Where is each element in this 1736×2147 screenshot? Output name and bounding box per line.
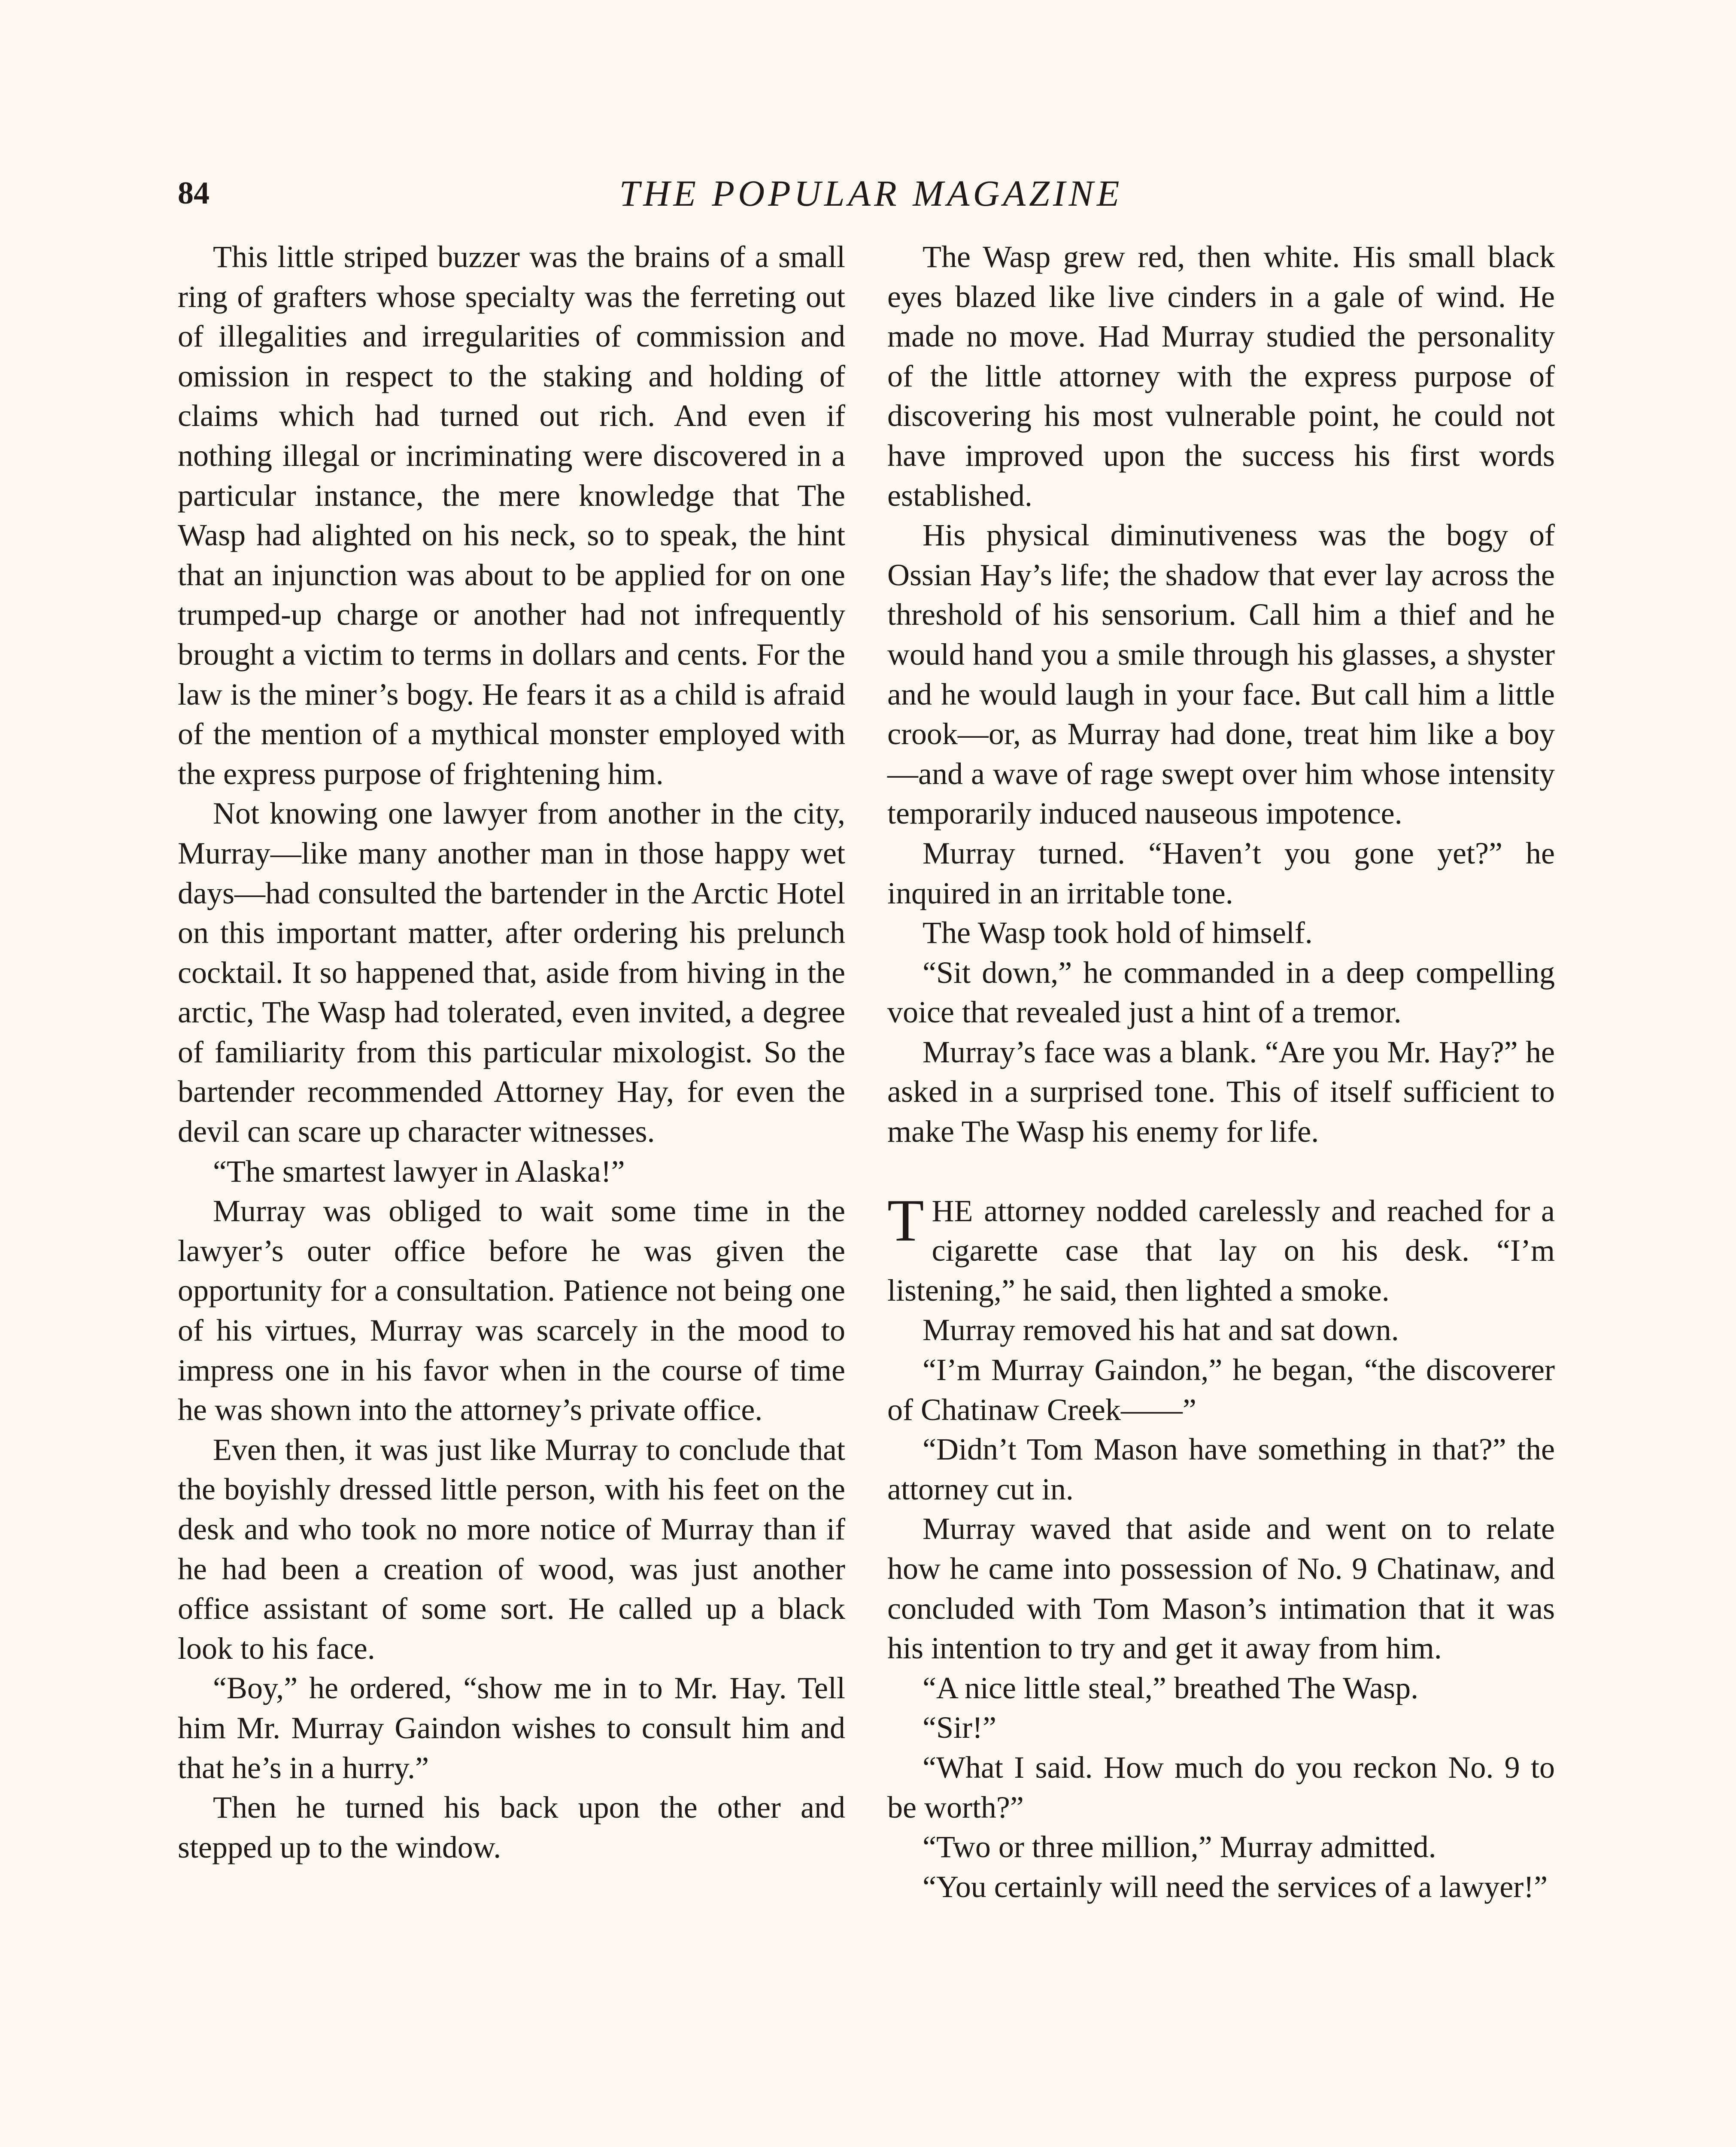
paragraph: “Didn’t Tom Mason have something in that?” the attorney cut in. [887,1432,1555,1506]
page-header [178,163,1564,223]
drop-cap: T [887,1187,924,1254]
paragraph: The Wasp grew red, then white. His small black eyes blazed like live cinders in a gale of wind. He made no move. Had Murray studied the personality of the little attorney with the express purpose of discovering his most vulnerable point, he could not have improved upon the success his first words established. [887,240,1555,513]
paragraph: “Boy,” he ordered, “show me in to Mr. Hay. Tell him Mr. Murray Gaindon wishes to consult him and that he’s in a hurry.” [178,1671,845,1785]
paragraph: This little striped buzzer was the brains of a small ring of grafters whose specialty was the ferreting out of illegalities and irregularities of commission and omission in respect to the staking and holding of claims which had turned out rich. And even if nothing illegal or incriminating were discovered in a particular instance, the mere knowledge that The Wasp had alighted on his neck, so to speak, the hint that an injunction was about to be applied for on one trumped-up charge or another had not infrequently brought a victim to terms in dollars and cents. For the law is the miner’s bogy. He fears it as a child is afraid of the mention of a mythical monster employed with the express purpose of frightening him. [178,240,845,791]
paragraph: Murray was obliged to wait some time in the lawyer’s outer office before he was given the opportunity for a consultation. Patience not being one of his virtues, Murray was scarcely in the mood to impress one in his favor when in the course of time he was shown into the attorney’s private office. [178,1194,845,1427]
paragraph: Even then, it was just like Murray to conclude that the boyishly dressed little person, with his feet on the desk and who took no more notice of Murray than if he had been a creation of wood, was just another office assistant of some sort. He called up a black look to his face. [178,1432,845,1666]
right-column [887,237,1555,1907]
page-number: 84 [178,176,209,211]
section-first-text: HE attorney nodded carelessly and reached for a cigarette case that lay on his desk. “I’m listening,” he said, then lighted a smoke. [887,1193,1555,1308]
paragraph: “What I said. How much do you reckon No. 9 to be worth?” [887,1750,1555,1825]
paragraph: Then he turned his back upon the other and stepped up to the window. [178,1790,845,1864]
paragraph: “Sir!” [923,1710,996,1745]
paragraph: Murray turned. “Haven’t you gone yet?” he inquired in an irritable tone. [887,836,1555,910]
paragraph: “Sit down,” he commanded in a deep compelling voice that revealed just a hint of a tremor. [887,955,1555,1030]
paragraph: Not knowing one lawyer from another in the city, Murray—like many another man in those happy wet days—had consulted the bartender in the Arctic Hotel on this important matter, after ordering his prelunch cocktail. It so happened that, aside from hiving in the arctic, The Wasp had tolerated, even invited, a degree of familiarity from this particular mixologist. So the bartender recommended Attorney Hay, for even the devil can scare up character witnesses. [178,796,845,1149]
section-start-paragraph [887,1187,1555,1311]
paragraph: Murray’s face was a blank. “Are you Mr. Hay?” he asked in a surprised tone. This of itself sufficient to make The Wasp his enemy for life. [887,1034,1555,1149]
left-column [178,237,845,1867]
paragraph: “The smartest lawyer in Alaska!” [213,1154,625,1189]
running-title: THE POPULAR MAGAZINE [619,173,1123,214]
paragraph: Murray removed his hat and sat down. [923,1313,1399,1347]
paragraph: “Two or three million,” Murray admitted. [923,1830,1436,1864]
paragraph: “I’m Murray Gaindon,” he began, “the discoverer of Chatinaw Creek——” [887,1353,1555,1427]
paragraph: Murray waved that aside and went on to relate how he came into possession of No. 9 Chatinaw, and concluded with Tom Mason’s intimation that it was his intention to try and get it away from him. [887,1511,1555,1666]
paragraph: “A nice little steal,” breathed The Wasp. [923,1670,1419,1705]
paragraph: His physical diminutiveness was the bogy of Ossian Hay’s life; the shadow that ever lay across the threshold of his sensorium. Call him a thief and he would hand you a smile through his glasses, a shyster and he would laugh in your face. But call him a little crook—or, as Murray had done, treat him like a boy—and a wave of rage swept over him whose intensity temporarily induced nauseous impotence. [887,518,1555,831]
paragraph: “You certainly will need the services of a lawyer!” [923,1869,1548,1904]
paragraph: The Wasp took hold of himself. [923,915,1313,950]
